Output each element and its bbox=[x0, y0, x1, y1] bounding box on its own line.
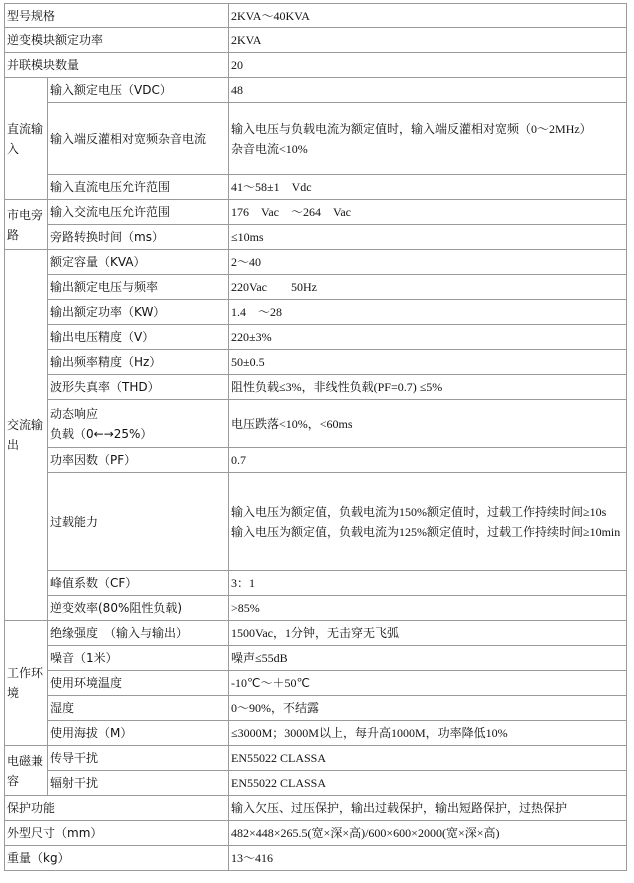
value-line: 输入电压为额定值，负载电流为150%额定值时，过载工作持续时间≥10s bbox=[231, 504, 607, 519]
row-value: 2KVA～40KVA bbox=[229, 4, 627, 28]
row-label bbox=[48, 400, 229, 448]
row-label: 外型尺寸（mm） bbox=[5, 821, 229, 846]
table-row bbox=[5, 103, 627, 175]
table-row bbox=[5, 200, 627, 225]
row-label: 并联模块数量 bbox=[5, 53, 229, 78]
row-label: 使用海拔（M） bbox=[48, 721, 229, 746]
table-row bbox=[5, 300, 627, 325]
table-row bbox=[5, 821, 627, 846]
table-row bbox=[5, 250, 627, 275]
table-row bbox=[5, 671, 627, 696]
row-value: 阻性负载≤3%，非线性负载(PF=0.7) ≤5% bbox=[229, 375, 627, 400]
table-row bbox=[5, 621, 627, 646]
row-label: 额定容量（KVA） bbox=[48, 250, 229, 275]
label-line: 动态响应 bbox=[50, 406, 99, 421]
row-label: 输出额定功率（KW） bbox=[48, 300, 229, 325]
table-row bbox=[5, 78, 627, 103]
spec-table bbox=[4, 3, 627, 871]
row-label: 绝缘强度 （输入与输出） bbox=[48, 621, 229, 646]
row-label: 旁路转换时间（ms） bbox=[48, 225, 229, 250]
row-value: ≤3000M；3000M以上，每升高1000M，功率降低10% bbox=[229, 721, 627, 746]
row-value: 41～58±1 Vdc bbox=[229, 175, 627, 200]
row-value: 电压跌落<10%，<60ms bbox=[229, 400, 627, 448]
table-row bbox=[5, 571, 627, 596]
table-row bbox=[5, 448, 627, 473]
table-row bbox=[5, 696, 627, 721]
row-label: 功率因数（PF） bbox=[48, 448, 229, 473]
table-row bbox=[5, 53, 627, 78]
row-label: 型号规格 bbox=[5, 4, 229, 28]
table-row bbox=[5, 746, 627, 771]
row-value: EN55022 CLASSA bbox=[229, 771, 627, 796]
row-label: 噪音（1米） bbox=[48, 646, 229, 671]
row-value: 3：1 bbox=[229, 571, 627, 596]
row-label: 输入交流电压允许范围 bbox=[48, 200, 229, 225]
row-value bbox=[229, 103, 627, 175]
group-label: 交流输出 bbox=[5, 250, 48, 621]
row-value: 0.7 bbox=[229, 448, 627, 473]
row-value: 220Vac 50Hz bbox=[229, 275, 627, 300]
table-row bbox=[5, 400, 627, 448]
row-value: 20 bbox=[229, 53, 627, 78]
row-label: 过载能力 bbox=[48, 473, 229, 571]
table-row bbox=[5, 846, 627, 871]
row-value bbox=[229, 473, 627, 571]
group-label: 工作环境 bbox=[5, 621, 48, 746]
row-label: 重量（kg） bbox=[5, 846, 229, 871]
row-label: 传导干扰 bbox=[48, 746, 229, 771]
table-row bbox=[5, 225, 627, 250]
row-value: 220±3% bbox=[229, 325, 627, 350]
table-row bbox=[5, 375, 627, 400]
group-label: 直流输入 bbox=[5, 78, 48, 200]
row-value: 输入欠压、过压保护，输出过载保护，输出短路保护，过热保护 bbox=[229, 796, 627, 821]
row-value: EN55022 CLASSA bbox=[229, 746, 627, 771]
row-value: ≤10ms bbox=[229, 225, 627, 250]
table-row bbox=[5, 325, 627, 350]
table-row bbox=[5, 473, 627, 571]
row-label: 输出额定电压与频率 bbox=[48, 275, 229, 300]
table-row bbox=[5, 350, 627, 375]
row-label: 输出频率精度（Hz） bbox=[48, 350, 229, 375]
row-value: 噪声≤55dB bbox=[229, 646, 627, 671]
group-label: 电磁兼容 bbox=[5, 746, 48, 796]
table-row bbox=[5, 4, 627, 28]
row-label: 保护功能 bbox=[5, 796, 229, 821]
row-label: 波形失真率（THD） bbox=[48, 375, 229, 400]
row-value: 13～416 bbox=[229, 846, 627, 871]
row-value: 2～40 bbox=[229, 250, 627, 275]
row-value: 48 bbox=[229, 78, 627, 103]
table-row bbox=[5, 771, 627, 796]
row-label: 输入端反灌相对宽频杂音电流 bbox=[48, 103, 229, 175]
value-line: 杂音电流<10% bbox=[231, 141, 308, 156]
row-label: 输出电压精度（V） bbox=[48, 325, 229, 350]
row-value: -10℃～＋50℃ bbox=[229, 671, 627, 696]
label-line: 负载（0←→25%） bbox=[50, 426, 153, 441]
row-value: >85% bbox=[229, 596, 627, 621]
group-label: 市电旁路 bbox=[5, 200, 48, 250]
table-row bbox=[5, 175, 627, 200]
table-row bbox=[5, 28, 627, 53]
row-value: 482×448×265.5(宽×深×高)/600×600×2000(宽×深×高) bbox=[229, 821, 627, 846]
table-row bbox=[5, 596, 627, 621]
row-value: 1500Vac，1分钟，无击穿无飞弧 bbox=[229, 621, 627, 646]
row-label: 输入直流电压允许范围 bbox=[48, 175, 229, 200]
row-label: 逆变模块额定功率 bbox=[5, 28, 229, 53]
row-label: 使用环境温度 bbox=[48, 671, 229, 696]
row-label: 湿度 bbox=[48, 696, 229, 721]
table-row bbox=[5, 796, 627, 821]
row-value: 1.4 ～28 bbox=[229, 300, 627, 325]
row-label: 辐射干扰 bbox=[48, 771, 229, 796]
row-value: 176 Vac ～264 Vac bbox=[229, 200, 627, 225]
row-label: 输入额定电压（VDC） bbox=[48, 78, 229, 103]
row-value: 50±0.5 bbox=[229, 350, 627, 375]
row-label: 峰值系数（CF） bbox=[48, 571, 229, 596]
value-line: 输入电压与负载电流为额定值时，输入端反灌相对宽频（0～2MHz） bbox=[231, 121, 592, 136]
value-line: 输入电压为额定值，负载电流为125%额定值时，过载工作持续时间≥10min bbox=[231, 524, 621, 539]
table-row bbox=[5, 646, 627, 671]
row-value: 0～90%，不结露 bbox=[229, 696, 627, 721]
row-label: 逆变效率(80%阻性负载) bbox=[48, 596, 229, 621]
table-row bbox=[5, 275, 627, 300]
table-row bbox=[5, 721, 627, 746]
row-value: 2KVA bbox=[229, 28, 627, 53]
